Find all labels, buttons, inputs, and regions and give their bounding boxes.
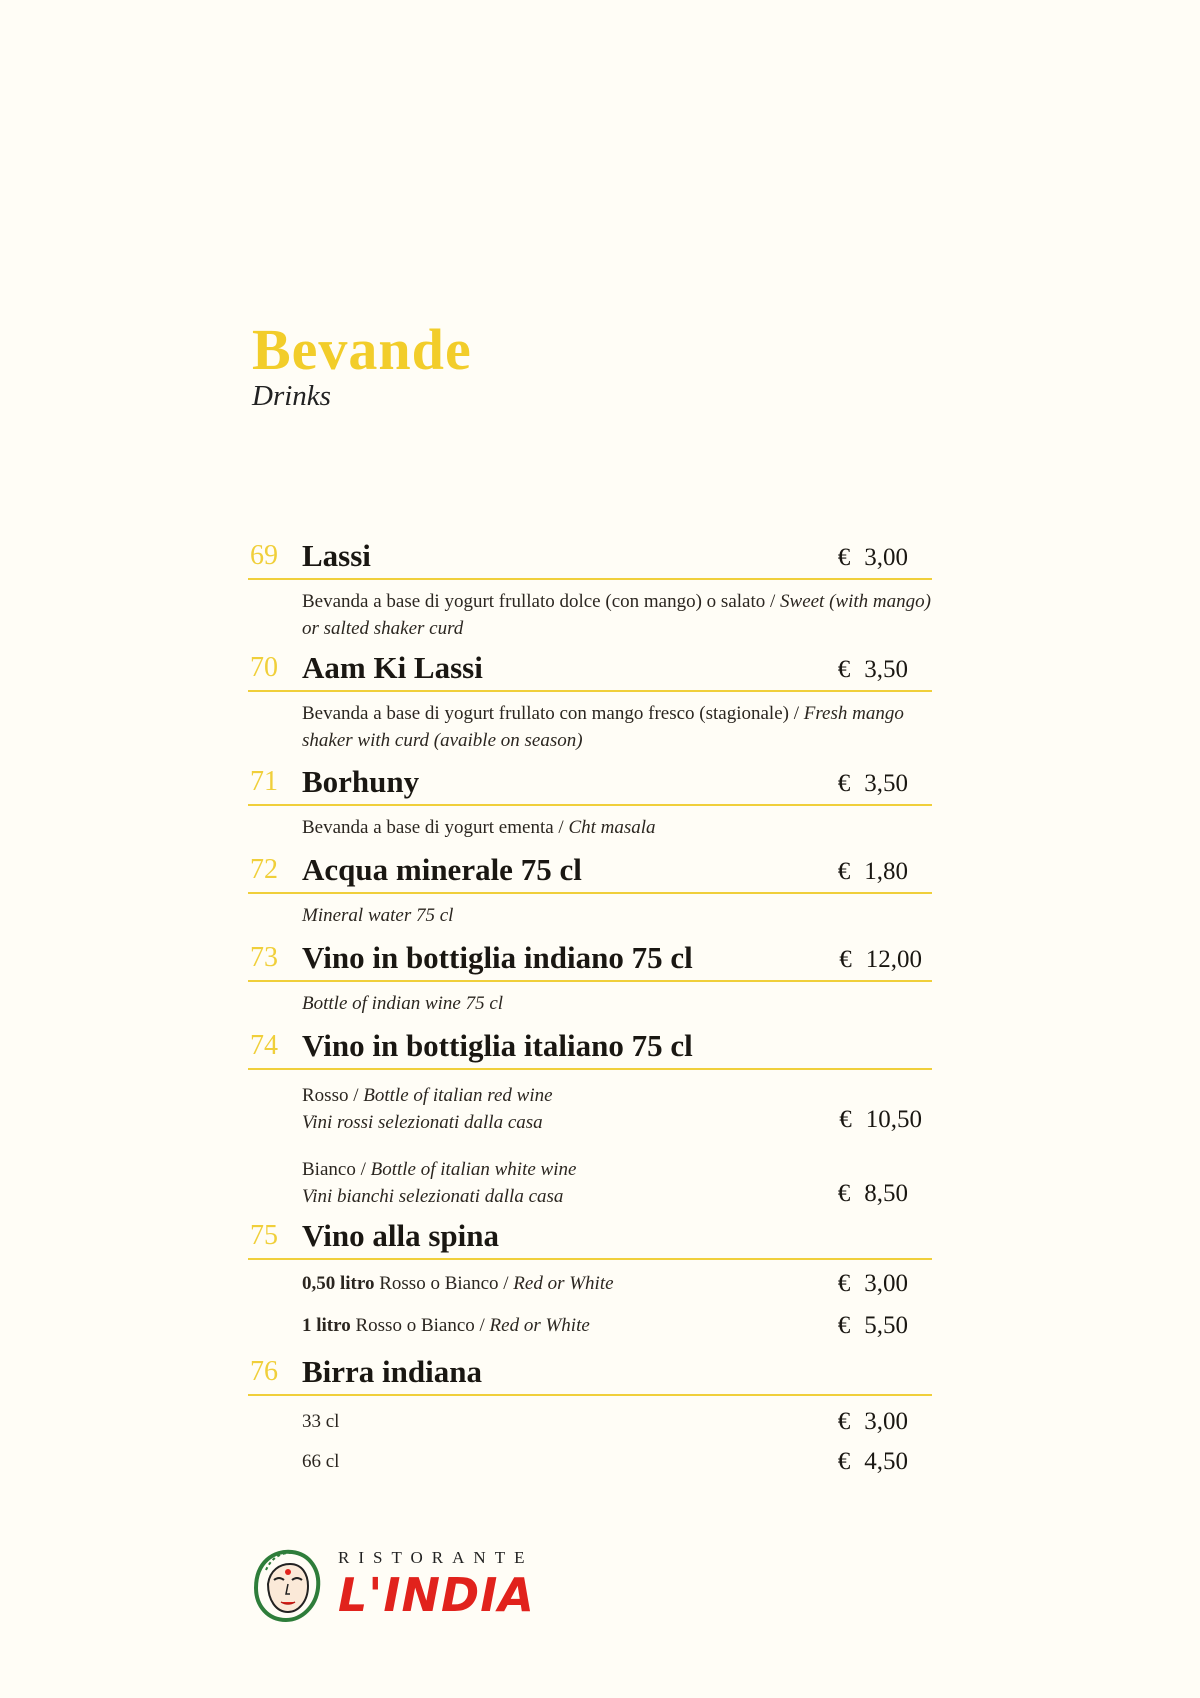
item-variant: Rosso / Bottle of italian red wine Vini rossi selezionati dalla casa € 10,50	[302, 1085, 922, 1133]
item-price: € 3,50	[837, 770, 908, 797]
item-header	[248, 852, 932, 894]
page-subtitle: Drinks	[252, 380, 331, 412]
item-number: 73	[250, 942, 278, 973]
item-price: € 3,00	[837, 544, 908, 571]
item-variant: 0,50 litro Rosso o Bianco / Red or White € 3,00	[302, 1270, 908, 1297]
logo-subtitle: RISTORANTE	[338, 1548, 534, 1567]
menu-item	[248, 650, 932, 764]
menu-item	[248, 940, 932, 1028]
variant-price: € 4,50	[837, 1448, 908, 1475]
item-header	[248, 764, 932, 806]
section-header	[252, 318, 472, 414]
item-number: 70	[250, 652, 278, 683]
woman-face-icon	[246, 1540, 332, 1626]
item-description: Mineral water 75 cl	[302, 905, 454, 926]
item-header	[248, 940, 932, 982]
restaurant-logo	[246, 1540, 546, 1630]
item-variant: Bianco / Bottle of italian white wine Vini bianchi selezionati dalla casa € 8,50	[302, 1159, 908, 1207]
item-header	[248, 1028, 932, 1070]
item-name: Vino in bottiglia italiano 75 cl	[302, 1028, 693, 1063]
drinks-list	[248, 538, 932, 1494]
item-header	[248, 650, 932, 692]
variant-price: € 8,50	[837, 1180, 908, 1207]
item-description: Bevanda a base di yogurt frullato dolce (con mango) o salato / Sweet (with mango) or salted shaker curd	[302, 591, 931, 639]
item-name: Borhuny	[302, 764, 420, 799]
item-number: 71	[250, 766, 278, 797]
menu-item	[248, 1218, 932, 1354]
item-number: 75	[250, 1220, 278, 1251]
item-description: Bevanda a base di yogurt ementa / Cht masala	[302, 817, 656, 838]
item-description: Bevanda a base di yogurt frullato con mango fresco (stagionale) / Fresh mango shaker with curd (avaible on season)	[302, 703, 904, 751]
item-name: Vino in bottiglia indiano 75 cl	[302, 940, 693, 975]
menu-item	[248, 1354, 932, 1494]
menu-item	[248, 852, 932, 940]
item-description: Bottle of indian wine 75 cl	[302, 993, 504, 1014]
variant-price: € 3,00	[837, 1270, 908, 1297]
item-name: Lassi	[302, 538, 371, 573]
item-price: € 12,00	[839, 946, 922, 973]
item-header	[248, 1218, 932, 1260]
menu-item	[248, 538, 932, 638]
item-number: 74	[250, 1030, 278, 1061]
item-name: Acqua minerale 75 cl	[302, 852, 582, 887]
item-price: € 3,50	[837, 656, 908, 683]
menu-item	[248, 1028, 932, 1218]
variant-price: € 3,00	[837, 1408, 908, 1435]
item-number: 69	[250, 540, 278, 571]
item-variant: 66 cl € 4,50	[302, 1448, 908, 1475]
item-name: Vino alla spina	[302, 1218, 499, 1253]
variant-price: € 5,50	[837, 1312, 908, 1339]
menu-item	[248, 764, 932, 852]
item-variant: 1 litro Rosso o Bianco / Red or White € 5,50	[302, 1312, 908, 1339]
item-variant: 33 cl € 3,00	[302, 1408, 908, 1435]
page-title: Bevande	[252, 317, 472, 382]
item-header	[248, 1354, 932, 1396]
logo-wordmark: L'INDIA	[338, 1568, 535, 1622]
item-name: Aam Ki Lassi	[302, 650, 483, 685]
item-price: € 1,80	[837, 858, 908, 885]
item-header	[248, 538, 932, 580]
variant-price: € 10,50	[839, 1106, 922, 1133]
item-number: 72	[250, 854, 278, 885]
item-number: 76	[250, 1356, 278, 1387]
item-name: Birra indiana	[302, 1354, 483, 1389]
